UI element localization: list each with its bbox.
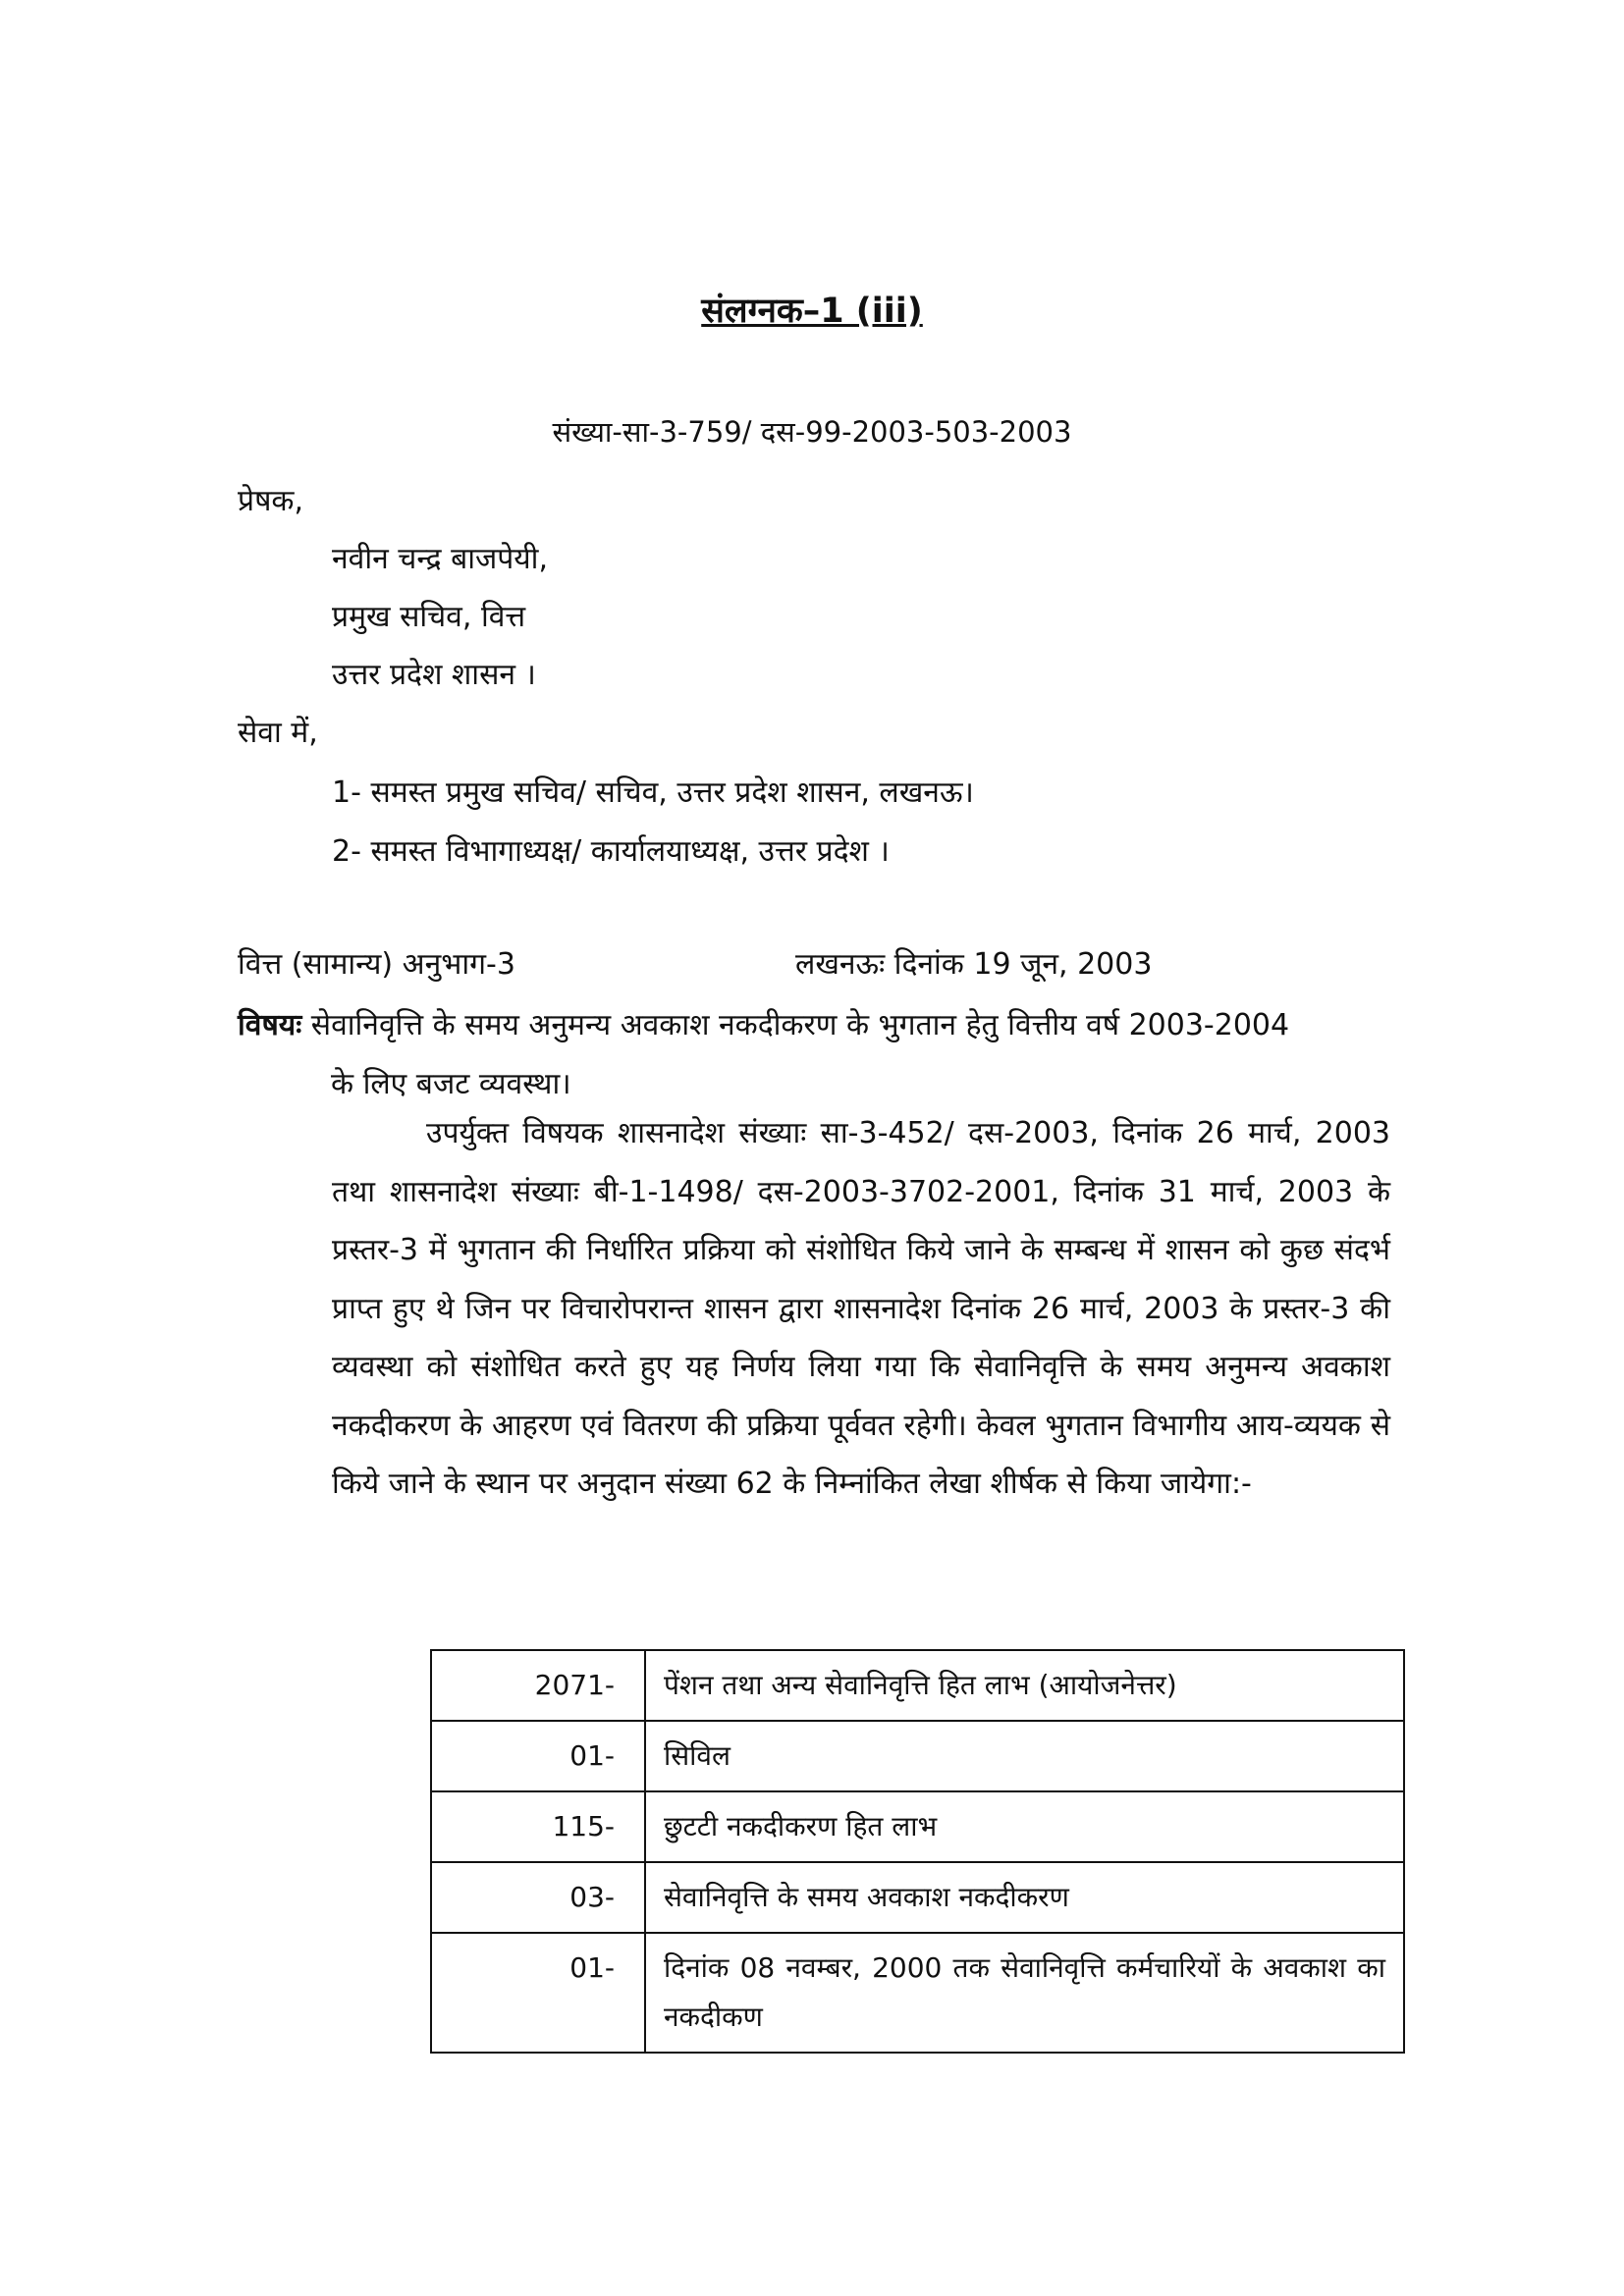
- account-description: पेंशन तथा अन्य सेवानिवृत्ति हित लाभ (आयोजनेत्तर): [645, 1650, 1404, 1721]
- account-description: दिनांक 08 नवम्बर, 2000 तक सेवानिवृत्ति कर्मचारियों के अवकाश का नकदीकण: [645, 1933, 1404, 2053]
- subject-label: विषयः: [238, 1008, 302, 1042]
- body-paragraph: उपर्युक्त विषयक शासनादेश संख्याः सा-3-452/ दस-2003, दिनांक 26 मार्च, 2003 तथा शासनादेश संख्याः बी-1-1498/ दस-2003-3702-2001, दिनांक 31 मार्च, 2003 के प्रस्तर-3 में भुगतान की निर्धारित प्रक्रिया को संशोधित किये जाने के सम्बन्ध में शासन को कुछ संदर्भ प्राप्त हुए थे जिन पर विचारोपरान्त शासन द्वारा शासनादेश दिनांक 26 मार्च, 2003 के प्रस्तर-3 की व्यवस्था को संशोधित करते हुए यह निर्णय लिया गया कि सेवानिवृत्ति के समय अनुमन्य अवकाश नकदीकरण के आहरण एवं वितरण की प्रक्रिया पूर्ववत रहेगी। केवल भुगतान विभागीय आय-व्ययक से किये जाने के स्थान पर अनुदान संख्या 62 के निम्नांकित लेखा शीर्षक से किया जायेगा:-: [332, 1116, 1390, 1501]
- budget-head-table: [430, 1649, 1405, 2054]
- recipient-item: 1- समस्त प्रमुख सचिव/ सचिव, उत्तर प्रदेश शासन, लखनऊ।: [332, 775, 974, 810]
- subject-line-1: सेवानिवृत्ति के समय अनुमन्य अवकाश नकदीकरण के भुगतान हेतु वित्तीय वर्ष 2003-2004: [310, 1008, 1290, 1042]
- account-code: 03-: [431, 1862, 645, 1933]
- table-row: [431, 1791, 1404, 1862]
- document-title: संलग्नक–1 (iii): [701, 292, 923, 331]
- account-code: 01-: [431, 1721, 645, 1791]
- recipient-item: 2- समस्त विभागाध्यक्ष/ कार्यालयाध्यक्ष, उत्तर प्रदेश ।: [332, 834, 890, 869]
- account-code: 2071-: [431, 1650, 645, 1721]
- account-code: 01-: [431, 1933, 645, 2053]
- table-row: [431, 1862, 1404, 1933]
- place-date: लखनऊः दिनांक 19 जून, 2003: [795, 947, 1153, 982]
- sender-name: नवीन चन्द्र बाजपेयी,: [332, 542, 548, 576]
- table-row: [431, 1650, 1404, 1721]
- recipients-label: सेवा में,: [238, 716, 318, 750]
- table-row: [431, 1721, 1404, 1791]
- sender-label: प्रेषक,: [238, 484, 303, 518]
- reference-number: संख्या-सा-3-759/ दस-99-2003-503-2003: [552, 415, 1072, 449]
- account-description: सेवानिवृत्ति के समय अवकाश नकदीकरण: [645, 1862, 1404, 1933]
- account-code: 115-: [431, 1791, 645, 1862]
- account-description: सिविल: [645, 1721, 1404, 1791]
- subject-line-2: के लिए बजट व्यवस्था।: [331, 1067, 571, 1101]
- sender-designation: प्रमुख सचिव, वित्त: [332, 600, 526, 634]
- sender-office: उत्तर प्रदेश शासन ।: [332, 658, 536, 692]
- subject-block: [238, 996, 1396, 1114]
- table-row: [431, 1933, 1404, 2053]
- account-description: छुटटी नकदीकरण हित लाभ: [645, 1791, 1404, 1862]
- department-section: वित्त (सामान्य) अनुभाग-3: [238, 947, 515, 982]
